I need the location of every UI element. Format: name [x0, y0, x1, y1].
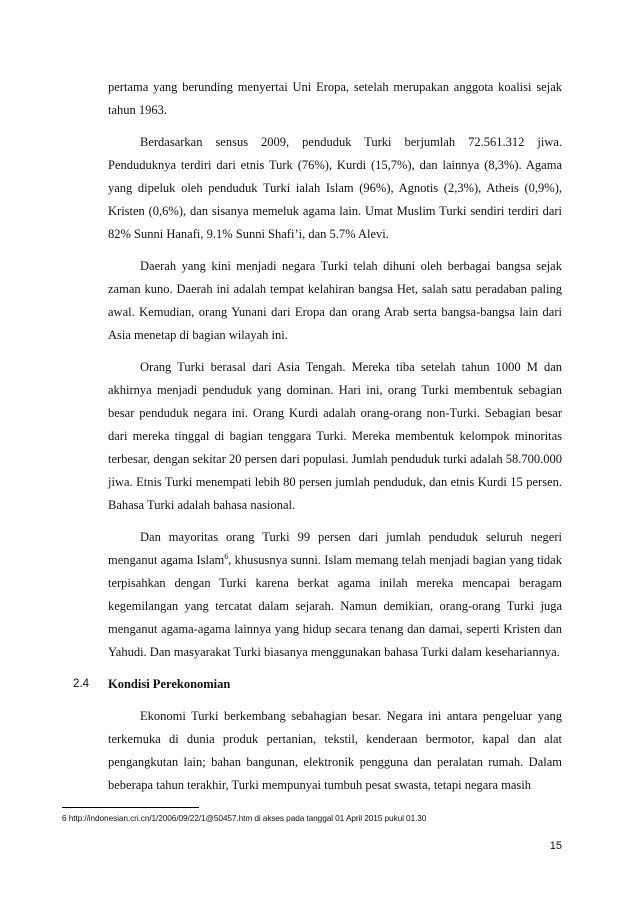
footnote-reference: 6 — [224, 551, 229, 561]
footnote: 6 http://indonesian.cri.cn/1/2006/09/22/1@50457.htm di akses pada tanggal 01 April 2015 pukul 01.30 — [62, 813, 427, 823]
paragraph-continuation: pertama yang berunding menyertai Uni Eropa, setelah merupakan anggota koalisi sejak tahun 1963. — [108, 80, 562, 117]
paragraph-religion — [108, 526, 562, 664]
page-number: 15 — [549, 840, 562, 852]
paragraph-religion-part1: Dan mayoritas orang Turki 99 persen dari jumlah penduduk seluruh negeri menganut agama Islam — [108, 530, 562, 567]
section-heading — [73, 673, 562, 696]
body-text — [73, 76, 562, 806]
paragraph-religion-part2: , khususnya sunni. Islam memang telah menjadi bagian yang tidak terpisahkan dengan Turki karena berkat agama inilah mereka mencapai beragam kegemilangan yang tercatat dalam sejarah. Namun demikian, orang-orang Turki juga menganut agama-agama lainnya yang hidup secara tenang dan damai, seperti Kristen dan Yahudi. Dan masyarakat Turki biasanya menggunakan bahasa Turki dalam kesehariannya. — [108, 553, 562, 659]
paragraph-history: Daerah yang kini menjadi negara Turki telah dihuni oleh berbagai bangsa sejak zaman kuno. Daerah ini adalah tempat kelahiran bangsa Het, salah satu peradaban paling awal. Kemudian, orang Yunani dari Eropa dan orang Arab serta bangsa-bangsa lain dari Asia menetap di bagian wilayah ini. — [108, 259, 562, 342]
section-title: Kondisi Perekonomian — [108, 677, 231, 691]
section-number: 2.4 — [73, 678, 89, 690]
paragraph-origin: Orang Turki berasal dari Asia Tengah. Mereka tiba setelah tahun 1000 M dan akhirnya menjadi penduduk yang dominan. Hari ini, orang Turki membentuk sebagian besar penduduk negara ini. Orang Kurdi adalah orang-orang non-Turki. Sebagian besar dari mereka tinggal di bagian tenggara Turki. Mereka membentuk kelompok minoritas terbesar, dengan sekitar 20 persen dari populasi. Jumlah penduduk turki adalah 58.700.000 jiwa. Etnis Turki menempati lebih 80 persen jumlah penduduk, dan etnis Kurdi 15 persen. Bahasa Turki adalah bahasa nasional. — [108, 360, 562, 512]
footnote-divider — [62, 807, 199, 808]
paragraph-economy: Ekonomi Turki berkembang sebahagian besar. Negara ini antara pengeluar yang terkemuka di dunia produk pertanian, tekstil, kenderaan bermotor, kapal dan alat pengangkutan lain; bahan bangunan, elektronik pengguna dan peralatan rumah. Dalam beberapa tahun terakhir, Turki mempunyai tumbuh pesat swasta, tetapi negara masih — [108, 709, 562, 792]
paragraph-census: Berdasarkan sensus 2009, penduduk Turki berjumlah 72.561.312 jiwa. Penduduknya terdiri dari etnis Turk (76%), Kurdi (15,7%), dan lainnya (8,3%). Agama yang dipeluk oleh penduduk Turki ialah Islam (96%), Agnotis (2,3%), Atheis (0,9%), Kristen (0,6%), dan sisanya memeluk agama lain. Umat Muslim Turki sendiri terdiri dari 82% Sunni Hanafi, 9.1% Sunni Shafi’i, dan 5.7% Alevi. — [108, 135, 562, 241]
